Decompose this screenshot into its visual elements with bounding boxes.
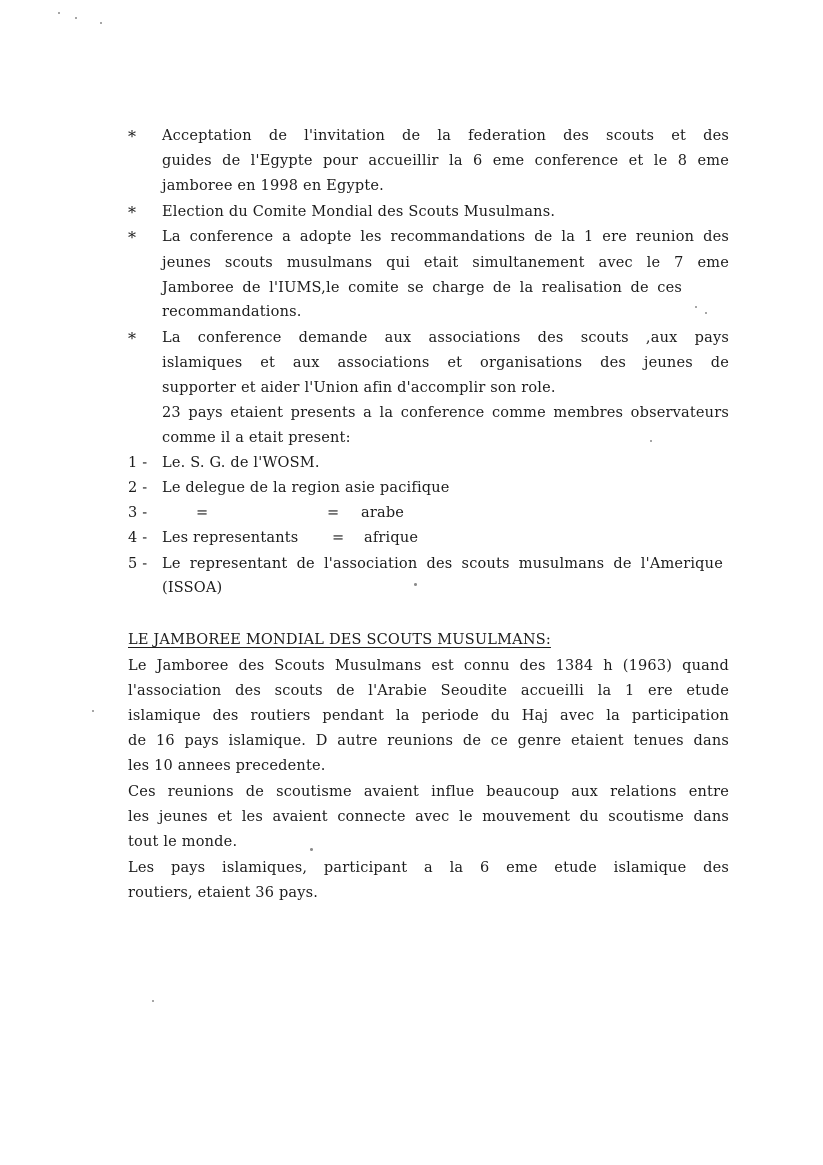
- numbered-item-4-col3: afrique: [364, 530, 419, 546]
- scan-speck: [650, 440, 652, 442]
- numbered-item-1-text: Le. S. G. de l'WOSM.: [162, 455, 320, 471]
- paragraph-1-line-5: les 10 annees precedente.: [128, 758, 326, 774]
- section-heading: LE JAMBOREE MONDIAL DES SCOUTS MUSULMANS:: [128, 632, 551, 648]
- numbered-item-4-col1: Les representants: [162, 530, 299, 546]
- bullet-4-line-1: La conference demande aux associations des scouts ,aux pays: [162, 330, 729, 346]
- paragraph-2-line-2: les jeunes et les avaient connecte avec le mouvement du scoutisme dans: [128, 809, 729, 825]
- bullet-4-line-2: islamiques et aux associations et organisations des jeunes de: [162, 355, 729, 371]
- scan-speck: [75, 17, 77, 19]
- scan-speck: [58, 12, 60, 14]
- numbered-item-5-text-cont: (ISSOA): [162, 580, 223, 596]
- bullet-marker: *: [128, 329, 136, 348]
- scan-speck: [152, 1000, 154, 1002]
- bullet-1-line-1: Acceptation de l'invitation de la federation des scouts et des: [162, 128, 729, 144]
- bullet-marker: *: [128, 228, 136, 247]
- observers-line-2: comme il a etait present:: [162, 430, 351, 446]
- numbered-item-3-col2: =: [327, 505, 340, 521]
- numbered-item-3-num: 3 -: [128, 505, 148, 521]
- numbered-item-5-text: Le representant de l'association des scouts musulmans de l'Amerique: [162, 556, 723, 572]
- numbered-item-4-num: 4 -: [128, 530, 148, 546]
- bullet-3-line-2: jeunes scouts musulmans qui etait simultanement avec le 7 eme: [162, 255, 729, 271]
- paragraph-2-line-3: tout le monde.: [128, 834, 238, 850]
- numbered-item-5-num: 5 -: [128, 556, 148, 572]
- bullet-marker: *: [128, 203, 136, 222]
- paragraph-2-line-1: Ces reunions de scoutisme avaient influe beaucoup aux relations entre: [128, 784, 729, 800]
- scan-speck: [100, 22, 102, 24]
- numbered-item-3-col3: arabe: [361, 505, 405, 521]
- numbered-item-4-col2: =: [332, 530, 345, 546]
- scan-speck: [92, 710, 94, 712]
- paragraph-3-line-1: Les pays islamiques, participant a la 6 eme etude islamique des: [128, 860, 729, 876]
- numbered-item-2-text: Le delegue de la region asie pacifique: [162, 480, 450, 496]
- scan-speck: [414, 583, 417, 586]
- bullet-3-line-1: La conference a adopte les recommandations de la 1 ere reunion des: [162, 229, 729, 245]
- bullet-3-line-3: Jamboree de l'IUMS,le comite se charge de la realisation de ces: [162, 280, 682, 296]
- bullet-1-line-3: jamboree en 1998 en Egypte.: [162, 178, 384, 194]
- bullet-3-line-4: recommandations.: [162, 304, 302, 320]
- paragraph-1-line-4: de 16 pays islamique. D autre reunions de ce genre etaient tenues dans: [128, 733, 729, 749]
- scan-speck: [705, 312, 707, 314]
- bullet-2-line-1: Election du Comite Mondial des Scouts Musulmans.: [162, 204, 556, 220]
- paragraph-1-line-2: l'association des scouts de l'Arabie Seoudite accueilli la 1 ere etude: [128, 683, 729, 699]
- numbered-item-1-num: 1 -: [128, 455, 148, 471]
- bullet-marker: *: [128, 127, 136, 146]
- bullet-1-line-2: guides de l'Egypte pour accueillir la 6 eme conference et le 8 eme: [162, 153, 729, 169]
- observers-line-1: 23 pays etaient presents a la conference comme membres observateurs: [162, 405, 729, 421]
- numbered-item-3-col1: =: [196, 505, 209, 521]
- scan-speck: [695, 306, 697, 308]
- paragraph-1-line-3: islamique des routiers pendant la periode du Haj avec la participation: [128, 708, 729, 724]
- paragraph-3-line-2: routiers, etaient 36 pays.: [128, 885, 319, 901]
- bullet-4-line-3: supporter et aider l'Union afin d'accomplir son role.: [162, 380, 556, 396]
- numbered-item-2-num: 2 -: [128, 480, 148, 496]
- scan-speck: [310, 848, 313, 851]
- paragraph-1-line-1: Le Jamboree des Scouts Musulmans est connu des 1384 h (1963) quand: [128, 658, 729, 674]
